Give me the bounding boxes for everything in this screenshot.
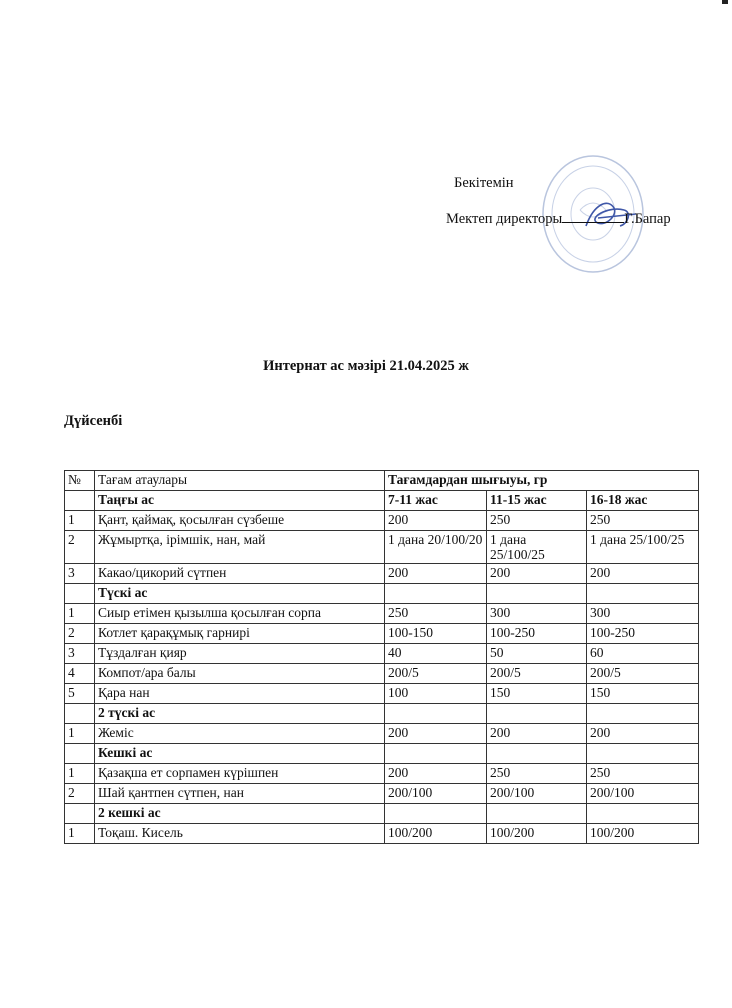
header-yield: Тағамдардан шығыуы, гр: [385, 471, 699, 491]
yield-11-15: 200: [487, 724, 587, 744]
meal-name: Таңғы ас: [95, 491, 385, 511]
dish-name: Котлет қарақұмық гарнирі: [95, 624, 385, 644]
empty-cell: [385, 584, 487, 604]
yield-7-11: 100: [385, 684, 487, 704]
meal-number-cell: [65, 744, 95, 764]
yield-11-15: 100/200: [487, 824, 587, 844]
dish-name: Жұмыртқа, ірімшік, нан, май: [95, 531, 385, 564]
table-row: [65, 604, 699, 624]
yield-7-11: 100-150: [385, 624, 487, 644]
yield-16-18: 100-250: [587, 624, 699, 644]
item-number: 1: [65, 604, 95, 624]
yield-11-15: 200: [487, 564, 587, 584]
yield-7-11: 200/100: [385, 784, 487, 804]
approved-label: Бекітемін: [454, 175, 514, 191]
meal-header-row: [65, 804, 699, 824]
director-position: Мектеп директоры: [446, 211, 563, 227]
empty-cell: [487, 704, 587, 724]
item-number: 1: [65, 824, 95, 844]
item-number: 5: [65, 684, 95, 704]
table-row: [65, 624, 699, 644]
director-line: [446, 208, 671, 228]
meal-header-row: [65, 704, 699, 724]
meal-number-cell: [65, 491, 95, 511]
empty-cell: [385, 744, 487, 764]
signature-line: [562, 208, 624, 223]
age-group-label: 11-15 жас: [487, 491, 587, 511]
age-group-label: 16-18 жас: [587, 491, 699, 511]
empty-cell: [487, 744, 587, 764]
yield-7-11: 1 дана 20/100/20: [385, 531, 487, 564]
header-dish-names: Тағам атаулары: [95, 471, 385, 491]
dish-name: Компот/ара балы: [95, 664, 385, 684]
item-number: 1: [65, 764, 95, 784]
meal-name: Кешкі ас: [95, 744, 385, 764]
table-row: [65, 564, 699, 584]
empty-cell: [487, 804, 587, 824]
scan-corner-mark: [722, 0, 728, 4]
empty-cell: [487, 584, 587, 604]
table-row: [65, 784, 699, 804]
yield-11-15: 1 дана 25/100/25: [487, 531, 587, 564]
header-row: [65, 471, 699, 491]
yield-11-15: 150: [487, 684, 587, 704]
yield-7-11: 200: [385, 764, 487, 784]
item-number: 4: [65, 664, 95, 684]
meal-header-row: [65, 491, 699, 511]
meal-name: 2 түскі ас: [95, 704, 385, 724]
yield-7-11: 200: [385, 564, 487, 584]
meal-name: Түскі ас: [95, 584, 385, 604]
yield-16-18: 60: [587, 644, 699, 664]
director-name: Г.Бапар: [624, 211, 671, 227]
yield-7-11: 100/200: [385, 824, 487, 844]
table-row: [65, 724, 699, 744]
table-row: [65, 664, 699, 684]
dish-name: Шай қантпен сүтпен, нан: [95, 784, 385, 804]
table-row: [65, 764, 699, 784]
yield-11-15: 200/5: [487, 664, 587, 684]
yield-16-18: 250: [587, 511, 699, 531]
yield-7-11: 200: [385, 511, 487, 531]
empty-cell: [587, 584, 699, 604]
yield-16-18: 1 дана 25/100/25: [587, 531, 699, 564]
item-number: 2: [65, 624, 95, 644]
yield-7-11: 250: [385, 604, 487, 624]
yield-7-11: 200: [385, 724, 487, 744]
meal-name: 2 кешкі ас: [95, 804, 385, 824]
yield-7-11: 200/5: [385, 664, 487, 684]
yield-11-15: 200/100: [487, 784, 587, 804]
yield-11-15: 100-250: [487, 624, 587, 644]
table-row: [65, 511, 699, 531]
yield-11-15: 250: [487, 764, 587, 784]
meal-number-cell: [65, 584, 95, 604]
yield-11-15: 50: [487, 644, 587, 664]
menu-table: [64, 470, 699, 844]
yield-16-18: 100/200: [587, 824, 699, 844]
dish-name: Какао/цикорий сүтпен: [95, 564, 385, 584]
table-row: [65, 684, 699, 704]
empty-cell: [587, 704, 699, 724]
yield-16-18: 150: [587, 684, 699, 704]
age-group-label: 7-11 жас: [385, 491, 487, 511]
meal-number-cell: [65, 704, 95, 724]
empty-cell: [385, 804, 487, 824]
dish-name: Қант, қаймақ, қосылған сүзбеше: [95, 511, 385, 531]
yield-16-18: 200/5: [587, 664, 699, 684]
meal-header-row: [65, 584, 699, 604]
day-of-week: Дүйсенбі: [64, 413, 123, 429]
yield-16-18: 250: [587, 764, 699, 784]
yield-7-11: 40: [385, 644, 487, 664]
yield-16-18: 200: [587, 564, 699, 584]
meal-number-cell: [65, 804, 95, 824]
dish-name: Тұздалған қияр: [95, 644, 385, 664]
item-number: 2: [65, 531, 95, 564]
header-number: №: [65, 471, 95, 491]
item-number: 1: [65, 511, 95, 531]
dish-name: Қара нан: [95, 684, 385, 704]
meal-header-row: [65, 744, 699, 764]
yield-11-15: 250: [487, 511, 587, 531]
item-number: 3: [65, 644, 95, 664]
table-row: [65, 531, 699, 564]
dish-name: Жеміс: [95, 724, 385, 744]
dish-name: Сиыр етімен қызылша қосылған сорпа: [95, 604, 385, 624]
item-number: 3: [65, 564, 95, 584]
item-number: 2: [65, 784, 95, 804]
empty-cell: [587, 744, 699, 764]
dish-name: Тоқаш. Кисель: [95, 824, 385, 844]
item-number: 1: [65, 724, 95, 744]
yield-16-18: 300: [587, 604, 699, 624]
empty-cell: [587, 804, 699, 824]
table-row: [65, 644, 699, 664]
empty-cell: [385, 704, 487, 724]
yield-16-18: 200: [587, 724, 699, 744]
dish-name: Қазақша ет сорпамен күрішпен: [95, 764, 385, 784]
document-title: Интернат ас мәзірі 21.04.2025 ж: [263, 358, 469, 374]
table-row: [65, 824, 699, 844]
yield-11-15: 300: [487, 604, 587, 624]
yield-16-18: 200/100: [587, 784, 699, 804]
